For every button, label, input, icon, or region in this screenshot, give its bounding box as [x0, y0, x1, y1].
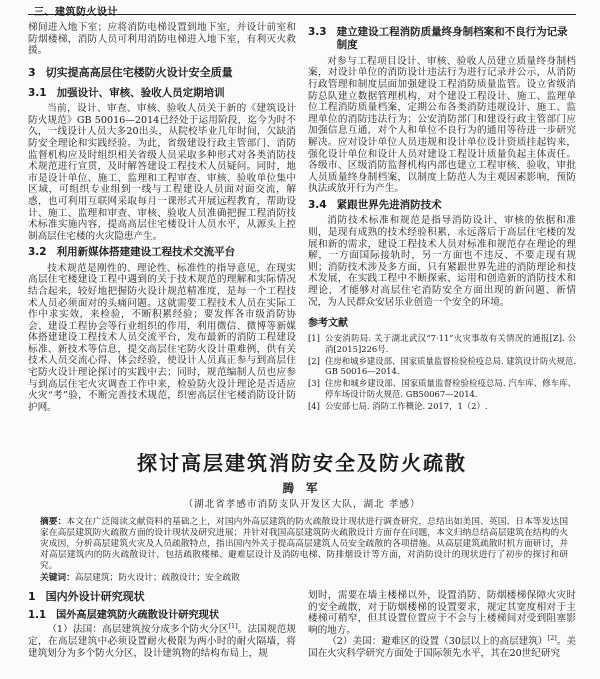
- body-paragraph-3-1: 当前，设计、审查、审核、验收人员关于新的《建筑设计防火规范》GB 50016—2014已经处于运用阶段，迄今为时不久，一线设计人员大多20出头，从院校毕业几年时间，欠缺消防安全理论和实践经验。为此，省级建设行政主管部门、消防监督机构应及时组织相关省级人员采取多种形式对各类消防技术规范进行宣贯，及时解答建设工程技术人员疑问。同时，地市是设计单位、施工、监理和工程审查、审核、验收单位集中区域，可组织专业组到一线与工程建设人员面对面交流，解惑，也可利用互联网采取每月一课形式开展远程教育，帮助设计、施工、监理和审查、审核、验收人员准确把握工程消防技术标准实施内容，提高高层住宅楼设计人员水平，从源头上控制高层住宅楼的火灾隐患产生。: [28, 103, 296, 242]
- reference-number: [1]: [308, 333, 320, 344]
- section-heading-3-2: [28, 246, 296, 259]
- subsection-number: 3.4: [308, 198, 327, 211]
- reference-number: [2]: [308, 355, 320, 366]
- abstract-text: 本文在广泛阅读文献资料的基础之上，对国内外高层建筑的防火疏散设计现状进行调查研究，总结出如美国、英国、日本等发达国家在高层建筑防火疏散方面的设计现状及研究进展；并针对我国高层建筑防火疏散设计方面存在问题，本文归纳总结高层建筑在结构的火灾成因，分析高层建筑火灾及人员疏散特点，指出国内外关于提高高层建筑人员安全疏散的各项措施。从高层建筑疏散时机方面研讨，并对高层建筑内的防火疏散设计，包括疏散楼梯、避难层设计及消防电梯、防排烟设计等方面，对消防设计的现状进行了初步的探讨和研究。: [40, 517, 569, 571]
- citation-marker: [1]: [228, 622, 238, 631]
- subsection-number: 3.1: [28, 86, 47, 99]
- citation-marker: [2]: [547, 634, 557, 643]
- subsection-title: 利用新媒体搭建建设工程技术交流平台: [56, 246, 236, 259]
- running-header: [28, 0, 576, 18]
- article-keywords: [40, 573, 568, 584]
- reference-text: 公安部七局. 消防工作概论. 2017，1（2）.: [325, 400, 488, 411]
- reference-text: 公安消防局. 关于湖北武汉“7·11”火灾事故有关情况的通报[Z]. 公消[2015]226号.: [325, 333, 576, 354]
- subsection-title: 紧跟世界先进消防技术: [336, 198, 442, 211]
- article-affiliation: （湖北省孝感市消防支队开发区大队，湖北 孝感）: [183, 499, 421, 510]
- section-heading-3-1: [28, 87, 296, 100]
- body-paragraph-3-4: 消防技术标准和规范是指导消防设计、审核的依据和准则，是现有成熟的技术经验积累，永远落后于高层住宅楼的发展和新的需求，建设工程技术人员对标准和规范存在理论的理解，一方面国际接轨时，另一方面也不违反、不要走现有规则；消防技术涉及多方面，只有紧跟世界先进的消防理论和技术发展，在实践工程中不断探索、运用和创造新的消防技术和理论，才能够对高层住宅消防安全方面出现的新问题、新情况，为人民群众安居乐业创造一个安全的环境。: [308, 215, 576, 308]
- body-paragraph-usa: [308, 636, 576, 659]
- article-author: 腾 军: [282, 481, 322, 495]
- section-title: 切实提高高层住宅楼防火设计安全质量: [45, 65, 233, 79]
- article-title-block: [28, 450, 576, 583]
- body-paragraph-3-3: 对参与工程项目设计、审核、验收人员建立质量终身制档案，对设计单位的消防设计违法行为进行记录并公示，从消防行政管理和制度层面加强建设工程消防质量监管。设立省级消防总队建立数据管理机构，对个建设工程设计、施工、监理单位工程消防质量档案，定期公布各类消防违规设计、施工、监理单位的消防违法行为；公安消防部门和建设行政主管部门应加强信息互通，对个人和单位不良行为的通用等待进一步研究解决。应对设计单位人员违规和设计单位设计资质挂起钩来，强化设计单位和设计人员对建设工程设计质量负起主体责任。各级市、区级消防监督机构内部也建立工程审核、验收、审批人员质量终身制档案，以制度上防范人为主观因素影响，预防执法或放开行为产生。: [308, 55, 576, 195]
- article-title: 探讨高层建筑消防安全及防火疏散: [137, 451, 467, 475]
- prev-article-left-column: [28, 22, 296, 413]
- article-right-column: [308, 590, 576, 660]
- paragraph-lead: （1）法国：高层建筑按分成多个防火分区: [47, 624, 229, 636]
- paragraph-text: 。美国在火灾科学研究方面处于国际领先水平，其在20世纪研究: [308, 636, 577, 659]
- references-list: [308, 333, 576, 412]
- article-left-column: [28, 590, 296, 659]
- abstract-label: 摘要：: [40, 517, 67, 527]
- section-title: 国内外设计研究现状: [45, 590, 145, 603]
- keywords-text: 高层建筑；防火设计；疏散设计；安全疏散: [74, 572, 240, 583]
- continued-paragraph: 梯间进入地下室；应将消防电梯设置到地下室，并设计前室和防烟楼梯，消防人员可利用消防电梯进入地下室，有利灭火救援。: [28, 22, 296, 57]
- section-number: 3: [28, 65, 36, 79]
- subsection-title: 国外高层建筑防火疏散设计研究现状: [56, 610, 220, 621]
- references-heading: 参考文献: [308, 318, 348, 330]
- subsection-title: 加强设计、审核、验收人员定期培训: [56, 86, 225, 99]
- subsection-number: 3.2: [28, 246, 47, 259]
- section-heading-1: [28, 590, 296, 604]
- keywords-label: 关键词：: [40, 572, 75, 583]
- section-heading-3-3: [308, 26, 576, 53]
- reference-number: [3]: [308, 378, 320, 389]
- section-heading-1-1: [28, 609, 296, 622]
- reference-number: [4]: [308, 400, 320, 411]
- subsection-number: 3.3: [308, 26, 327, 38]
- reference-text: 住房和城乡建设部、国家质量监督检验检疫总局. 建筑设计防火规范. GB 50016—2014.: [325, 355, 576, 377]
- section-number: 1: [28, 590, 36, 603]
- reference-item: [308, 378, 576, 400]
- subsection-number: 1.1: [28, 610, 47, 621]
- subsection-title: 建立建设工程消防质量终身制档案和不良行为记录制度: [336, 26, 568, 52]
- running-header-title: 三、建筑防火设计: [34, 7, 118, 18]
- reference-item: [308, 356, 576, 378]
- article-abstract: [40, 517, 568, 572]
- paragraph-text: 。法国规范规定，在高层建筑中必须设置耐火极限为两小时的耐火隔墙，将建筑划分为多个防火分区，设计建筑物的结构布局上，规: [28, 624, 296, 659]
- prev-article-right-column: [308, 22, 576, 413]
- paragraph-lead: （2）美国：避难区的设置（30层以上的高层建筑）: [327, 636, 548, 648]
- section-heading-3-4: [308, 199, 576, 212]
- body-paragraph-france: [28, 624, 296, 659]
- reference-item: [308, 401, 576, 412]
- continued-paragraph: 划时，需要在墙主楼梯以外，设置消防、防烟楼梯保障火灾时的安全疏散，对于防烟楼梯的设置要求，规定其宽度相对于主楼梯可稍窄，但其设置位置应于不会与上楼梯间对受到阻塞影响的地方。: [308, 590, 576, 636]
- section-heading-3: [28, 66, 296, 80]
- body-paragraph-3-2: 技术规范是刚性的、理论性、标准性的指导意见，在现实高层住宅楼建设工程中遇到的关于技术规范的理解和实际情况结合起来，较好地把握防火设计规范精准度，是每一个工程技术人员必须面对的头痛问题。这就需要工程技术人员在实际工作中求实效，来检验，不断积累经验；要发挥各市级消防协会、建设工程协会等行业组织的作用，利用微信、微博等新媒体搭建建设工程技术人员交流平台，发布最新的消防工程建设标准、新技术等信息，提交高层住宅防火设计重难例，供有关技术人员交流心得、体会经验，使设计人员真正参与到高层住宅防火设计理论探讨的实践中去；同时，规范编制人员也应参与到高层住宅火灾调查工作中来，检验防火设计理论是否适应火灾“考”验，不断完善技术规范，织密高层住宅楼消防设计防护网。: [28, 262, 296, 413]
- reference-item: [308, 333, 576, 355]
- reference-text: 住房和城乡建设部、国家质量监督检验检疫总局. 汽车库、修车库、停车场设计防火规范. GB50067—2014.: [325, 378, 576, 400]
